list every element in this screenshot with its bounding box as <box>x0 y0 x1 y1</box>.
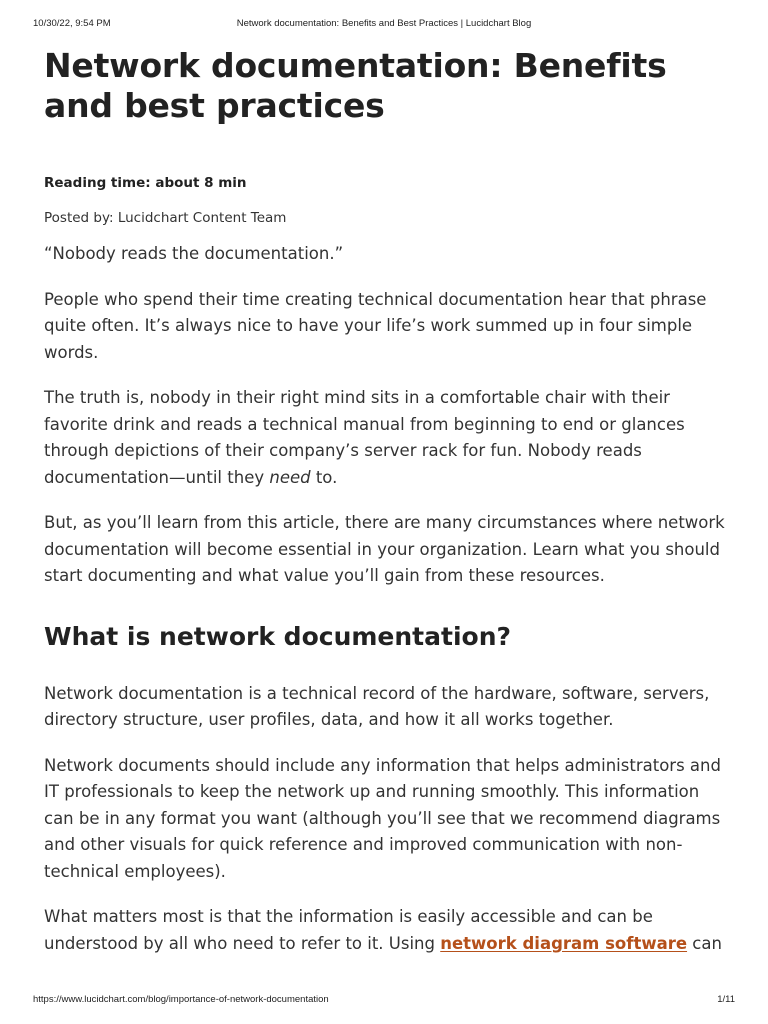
print-footer <box>33 994 735 1008</box>
print-url: https://www.lucidchart.com/blog/importance-of-network-documentation <box>33 994 329 1005</box>
print-header <box>33 18 735 32</box>
paragraph-1: People who spend their time creating technical documentation hear that phrase quite often. It’s always nice to have your life’s work summed up in four simple words. <box>44 289 707 362</box>
paragraph-2-end: to. <box>310 467 338 487</box>
print-tab-title: Network documentation: Benefits and Best Practices | Lucidchart Blog <box>236 18 532 29</box>
page-number: 1/11 <box>717 994 735 1005</box>
paragraph-2-text: The truth is, nobody in their right mind sits in a comfortable chair with their favorite drink and reads a technical manual from beginning to end or glances through depictions of their company’s server rack for fun. Nobody reads documentation—until they <box>44 388 685 487</box>
network-diagram-software-link[interactable]: network diagram software <box>440 933 688 953</box>
reading-time: Reading time: about 8 min <box>44 175 247 191</box>
article-title: Network documentation: Benefits and best practices <box>44 46 667 125</box>
paragraph-6-end: can <box>687 933 722 953</box>
section-heading: What is network documentation? <box>44 621 511 651</box>
paragraph-4: Network documentation is a technical record of the hardware, software, servers, directory structure, user profiles, data, and how it all works together. <box>44 683 710 729</box>
paragraph-3: But, as you’ll learn from this article, there are many circumstances where network documentation will become essential in your organization. Learn what you should start documenting and what value you’ll gain from these resources. <box>44 513 725 585</box>
paragraph-6 <box>44 904 730 957</box>
posted-by: Posted by: Lucidchart Content Team <box>44 210 287 226</box>
paragraph-2-emphasis: need <box>269 467 311 487</box>
paragraph-5: Network documents should include any information that helps administrators and IT professionals to keep the network up and running smoothly. This information can be in any format you want (although you’ll see that we recommend diagrams and other visuals for quick reference and improved communication with non-technical employees). <box>44 755 721 881</box>
paragraph-6-text: What matters most is that the information is easily accessible and can be understood by all who need to refer to it. Using <box>44 907 653 953</box>
intro-quote: “Nobody reads the documentation.” <box>44 244 344 263</box>
article <box>44 46 730 957</box>
print-date: 10/30/22, 9:54 PM <box>33 18 111 29</box>
paragraph-2 <box>44 385 730 491</box>
